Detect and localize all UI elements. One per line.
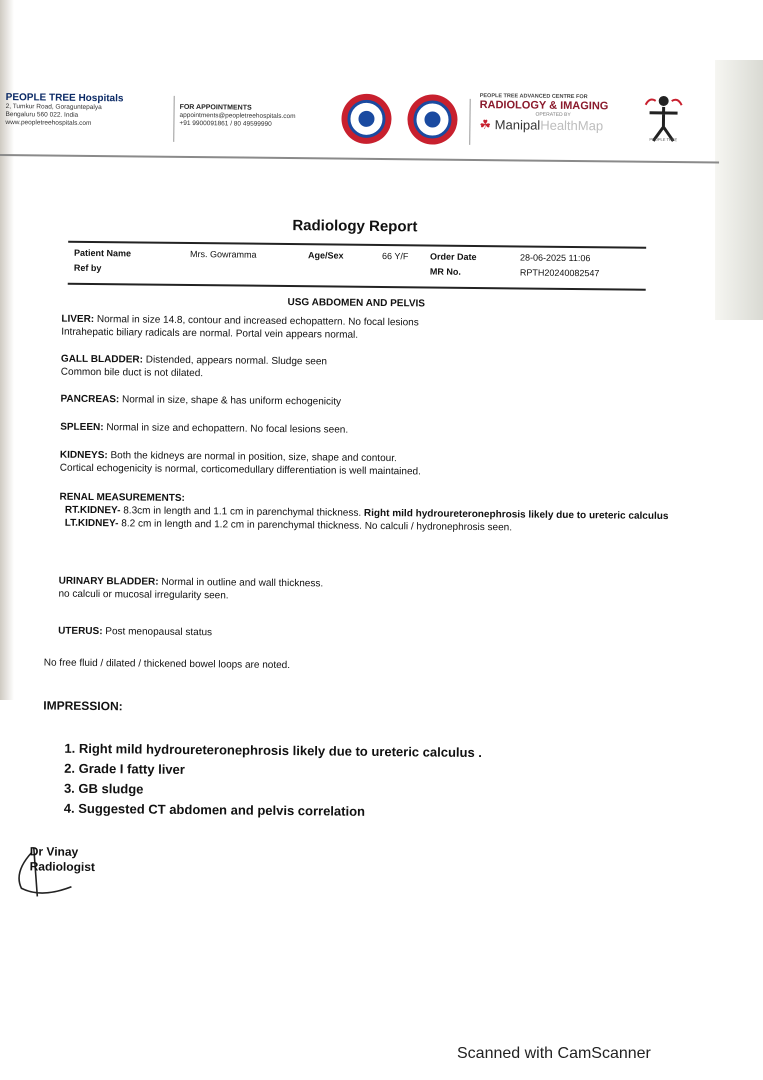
mr-no-label: MR No. — [429, 266, 461, 277]
appointments-email: appointments@peopletreehospitals.com — [179, 111, 296, 121]
pancreas-finding — [60, 393, 680, 412]
appointments-phone: +91 9900091861 / 80 49599990 — [179, 119, 272, 128]
study-title: USG ABDOMEN AND PELVIS — [287, 297, 426, 310]
accreditation-seal-icon — [341, 94, 392, 145]
hospital-brand — [5, 92, 175, 129]
urinary-bladder-text: no calculi or mucosal irregularity seen. — [58, 588, 229, 602]
impression-heading: IMPRESSION: — [43, 698, 123, 714]
uterus-text: Post menopausal status — [102, 626, 213, 639]
report-title: Radiology Report — [292, 217, 418, 236]
renal-measurements — [59, 491, 679, 536]
operated-by-text: OPERATED BY — [535, 111, 571, 118]
impression-item: 4. Suggested CT abdomen and pelvis correlation — [78, 799, 481, 823]
renal-heading: RENAL MEASUREMENTS: — [59, 491, 185, 504]
patient-info-box — [68, 241, 646, 291]
uterus-heading: UTERUS: — [58, 625, 103, 638]
radiology-centre-brand — [479, 93, 639, 135]
kidneys-heading: KIDNEYS: — [59, 449, 108, 462]
rt-kidney-heading: RT.KIDNEY- — [64, 504, 121, 517]
liver-heading: LIVER: — [61, 313, 95, 325]
centre-main-text: RADIOLOGY & IMAGING — [479, 99, 609, 113]
camscanner-watermark: Scanned with CamScanner — [457, 1045, 651, 1062]
gall-bladder-text: Distended, appears normal. Sludge seen — [142, 354, 328, 368]
manipal-icon: ☘ — [479, 117, 492, 133]
patient-name-value: Mrs. Gowramma — [190, 249, 257, 260]
impression-item: 1. Right mild hydroureteronephrosis likely due to ureteric calculus . — [79, 739, 482, 763]
gall-bladder-finding — [61, 353, 681, 385]
report-sheet — [0, 68, 728, 936]
manipal-text: Manipal — [494, 117, 541, 133]
order-date-value: 28-06-2025 11:06 — [519, 252, 591, 264]
urinary-bladder-finding — [58, 575, 678, 607]
rt-kidney-finding: Right mild hydroureteronephrosis likely due to ureteric calculus — [363, 507, 669, 523]
kidneys-finding — [60, 449, 680, 481]
appointments-block — [179, 104, 339, 130]
address-line: Bengaluru 560 022. India — [5, 111, 79, 119]
lt-kidney-text: 8.2 cm in length and 1.2 cm in parenchymal thickness. No calculi / hydronephrosis seen. — [118, 518, 513, 534]
centre-top-text: PEOPLE TREE ADVANCED CENTRE FOR — [479, 93, 588, 101]
radiologist-name: Dr Vinay — [29, 844, 79, 859]
kidneys-text: Both the kidneys are normal in position, size, shape and contour. — [107, 450, 397, 465]
gall-bladder-text: Common bile duct is not dilated. — [60, 366, 204, 380]
urinary-bladder-heading: URINARY BLADDER: — [58, 575, 159, 588]
liver-text: Normal in size 14.8, contour and increased echopattern. No focal lesions — [94, 314, 419, 329]
urinary-bladder-text: Normal in outline and wall thickness. — [158, 576, 324, 590]
signature-block — [30, 844, 96, 875]
lt-kidney-heading: LT.KIDNEY- — [64, 517, 119, 530]
impression-item: 3. GB sludge — [78, 779, 481, 803]
website-text: www.peopletreehospitals.com — [5, 119, 92, 127]
rt-kidney-text: 8.3cm in length and 1.1 cm in parenchymal thickness. — [120, 505, 365, 519]
kidneys-text: Cortical echogenicity is normal, corticomedullary differentiation is well maintained. — [59, 462, 421, 478]
age-sex-label: Age/Sex — [308, 250, 344, 261]
letterhead — [0, 68, 720, 164]
order-date-label: Order Date — [429, 251, 477, 263]
impression-list — [56, 739, 482, 823]
spleen-finding — [60, 421, 680, 440]
ref-by-label: Ref by — [73, 262, 102, 274]
free-fluid-text: No free fluid / dilated / thickened bowel loops are noted. — [43, 657, 291, 672]
liver-finding — [61, 313, 681, 345]
spleen-heading: SPLEEN: — [60, 421, 104, 434]
radiologist-role: Radiologist — [29, 859, 96, 875]
spleen-text: Normal in size and echopattern. No focal lesions seen. — [103, 422, 349, 436]
free-fluid-finding — [44, 656, 664, 675]
age-sex-value: 66 Y/F — [381, 251, 409, 262]
gall-bladder-heading: GALL BLADDER: — [60, 353, 144, 366]
appointments-title: FOR APPOINTMENTS — [179, 103, 252, 112]
patient-name-label: Patient Name — [74, 247, 132, 259]
header-divider — [469, 99, 470, 145]
pancreas-heading: PANCREAS: — [60, 393, 120, 406]
accreditation-seal-icon — [407, 94, 458, 145]
figure-caption: PEOPLE TREE — [649, 136, 678, 143]
hospital-name: PEOPLE TREE Hospitals — [5, 92, 124, 105]
manipal-logo — [479, 117, 639, 135]
uterus-finding — [58, 625, 678, 644]
manipal-suffix: HealthMap — [540, 117, 604, 134]
pancreas-text: Normal in size, shape & has uniform echogenicity — [119, 394, 342, 408]
mr-no-value: RPTH20240082547 — [519, 267, 600, 279]
liver-text: Intrahepatic biliary radicals are normal. Portal vein appears normal. — [61, 326, 359, 341]
impression-item: 2. Grade I fatty liver — [79, 759, 482, 783]
address-line: 2, Tumkur Road, Goraguntepalya — [5, 103, 102, 112]
